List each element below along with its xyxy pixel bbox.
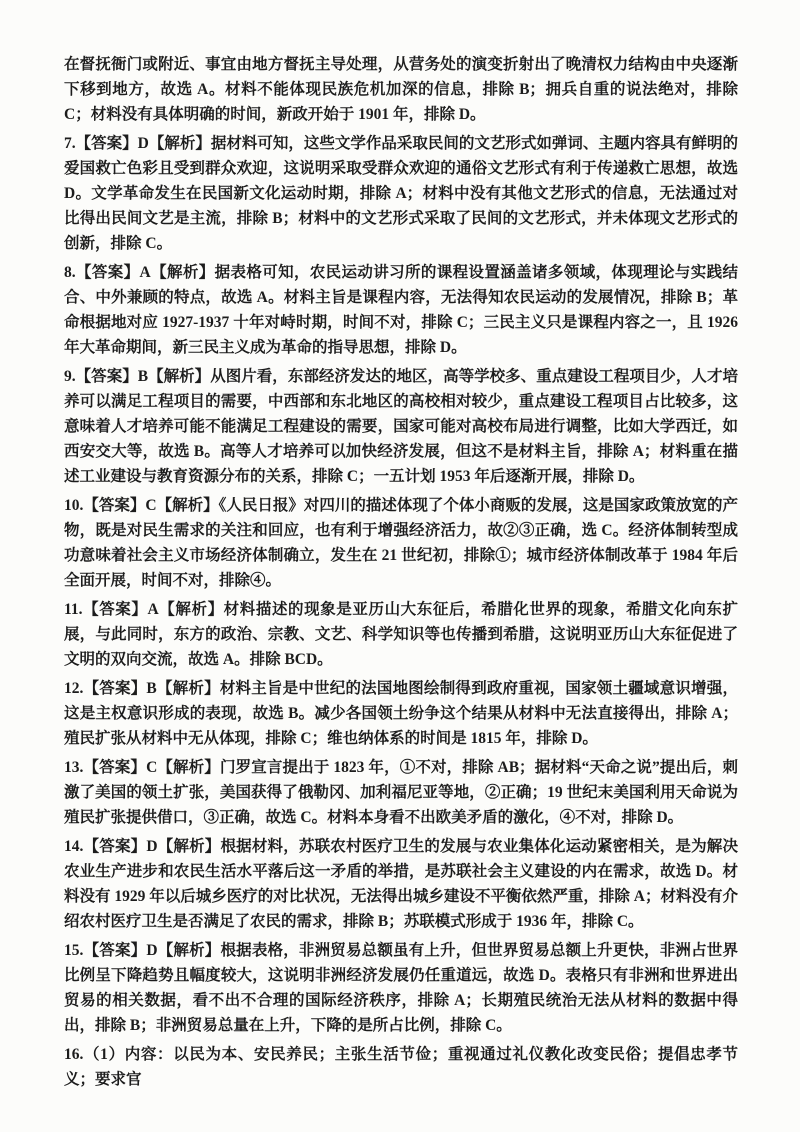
answer-label: 【答案】 [82,601,148,618]
answer-letter: A [147,601,159,618]
answer-item-15 [64,938,738,1038]
analysis-text: 据材料可知，这些文学作品采取民间的文艺形式如弹词、主题内容具有鲜明的爱国救亡色彩且受到群众欢迎，这说明采取受群众欢迎的通俗文艺形式有利于传递救亡思想，故选 D。文学革命发生在民国新文化运动时期，排除 A；材料中没有其他文艺形式的信息，无法通过对比得出民间文艺是主流，排除 B；材料中的文艺形式采取了民间的文艺形式，并未体现文艺形式的创新，排除 C。 [64,135,738,252]
analysis-text: 材料描述的现象是亚历山大东征后，希腊化世界的现象，希腊文化向东扩展，与此同时，东方的政治、宗教、文艺、科学知识等也传播到希腊，这说明亚历山大东征促进了文明的双向交流，故选 A。排除 BCD。 [64,601,738,668]
answer-item-11 [64,597,738,672]
answer-letter: C [146,759,158,776]
answer-item-16 [64,1042,738,1092]
analysis-text: 门罗宣言提出于 1823 年，①不对，排除 AB；据材料“天命之说”提出后，刺激了美国的领土扩张，美国获得了俄勒冈、加利福尼亚等地，②正确；19 世纪末美国利用天命说为殖民扩张提供借口，③正确，故选 C。材料本身看不出欧美矛盾的激化，④不对，排除 D。 [64,759,738,826]
answer-item-12 [64,676,738,751]
item-number: 8. [64,264,76,281]
answer-item-14 [64,834,738,934]
answer-letter: D [146,942,158,959]
answer-label: 【答案】 [83,942,147,959]
answer-letter: C [145,497,157,514]
item-number: 12. [64,680,84,697]
intro-paragraph: 在督抚衙门或附近、事宜由地方督抚主导处理，从营务处的演变折射出了晚清权力结构由中央逐渐下移到地方，故选 A。材料不能体现民族危机加深的信息，排除 B；拥兵自重的说法绝对，排除 C；材料没有具体明确的时间，新政开始于 1901 年，排除 D。 [64,56,738,123]
answer-item-10 [64,493,738,593]
analysis-label: 【解析】 [158,601,224,618]
analysis-text: 根据材料，苏联农村医疗卫生的发展与农业集体化运动紧密相关，是为解决农业生产进步和农民生活水平落后这一矛盾的举措，是苏联社会主义建设的内在需求，故选 D。材料没有 1929 年以后城乡医疗的对比状况，无法得出城乡建设不平衡依然严重，排除 A；材料没有介绍农村医疗卫生是否满足了农民的需求，排除 B；苏联模式形成于 1936 年，排除 C。 [64,838,738,930]
item-number: 7. [64,135,76,152]
answer-item-7 [64,131,738,256]
answer-item-9 [64,364,738,489]
analysis-label: 【解析】 [148,135,211,152]
answer-label: 【答案】 [83,497,146,514]
answer-text: （1）内容：以民为本、安民养民；主张生活节俭；重视通过礼仪教化改变民俗；提倡忠孝节义；要求官 [64,1046,738,1088]
answer-label: 【答案】 [83,838,147,855]
analysis-text: 据表格可知，农民运动讲习所的课程设置涵盖诸多领域，体现理论与实践结合、中外兼顾的特点，故选 A。材料主旨是课程内容，无法得知农民运动的发展情况，排除 B；革命根据地对应 1927-1937 十年对峙时期，时间不对，排除 C；三民主义只是课程内容之一，且 1926 年大革命期间，新三民主义成为革命的指导思想，排除 D。 [64,264,738,356]
item-number: 13. [64,759,84,776]
answer-letter: B [146,680,157,697]
item-number: 15. [64,942,84,959]
analysis-text: 《人民日报》对四川的描述体现了个体小商贩的发展，这是国家政策放宽的产物，既是对民生需求的关注和回应，也有利于增强经济活力，故②③正确，选 C。经济体制转型成功意味着社会主义市场经济体制确立，发生在 21 世纪初，排除①；城市经济体制改革于 1984 年后全面开展，时间不对，排除④。 [64,497,738,589]
analysis-label: 【解析】 [157,759,220,776]
item-number: 9. [64,368,76,385]
analysis-label: 【解析】 [157,838,221,855]
analysis-text: 材料主旨是中世纪的法国地图绘制得到政府重视，国家领土疆域意识增强，这是主权意识形成的表现，故选 B。减少各国领土纷争这个结果从材料中无法直接得出，排除 A；殖民扩张从材料中无从体现，排除 C；维也纳体系的时间是 1815 年，排除 D。 [64,680,738,747]
item-number: 11. [64,601,83,618]
answer-letter: A [139,264,151,281]
answer-letter: B [137,368,149,385]
answer-letter: D [146,838,158,855]
item-number: 10. [64,497,84,514]
answer-letter: D [137,135,149,152]
answer-label: 【答案】 [75,264,140,281]
answer-label: 【答案】 [75,368,138,385]
answer-label: 【答案】 [83,680,147,697]
answer-item-8 [64,260,738,360]
analysis-label: 【解析】 [150,264,215,281]
analysis-label: 【解析】 [157,942,221,959]
analysis-label: 【解析】 [156,680,220,697]
answer-item-13 [64,755,738,830]
analysis-text: 根据表格，非洲贸易总额虽有上升，但世界贸易总额上升更快，非洲占世界比例呈下降趋势且幅度较大，这说明非洲经济发展仍任重道远，故选 D。表格只有非洲和世界进出贸易的相关数据，看不出不合理的国际经济秩序，排除 A；长期殖民统治无法从材料的数据中得出，排除 B；非洲贸易总量在上升，下降的是所占比例，排除 C。 [64,942,738,1034]
analysis-text: 从图片看，东部经济发达的地区，高等学校多、重点建设工程项目少，人才培养可以满足工程项目的需要，中西部和东北地区的高校相对较少，重点建设工程项目占比较多，这意味着人才培养可能不能满足工程建设的需要，国家可能对高校布局进行调整，比如大学西迁，如西安交大等，故选 B。高等人才培养可以加快经济发展，但这不是材料主旨，排除 A；材料重在描述工业建设与教育资源分布的关系，排除 C；一五计划 1953 年后逐渐开展，排除 D。 [64,368,738,485]
answer-label: 【答案】 [83,759,147,776]
analysis-label: 【解析】 [148,368,211,385]
analysis-label: 【解析】 [156,497,219,514]
item-number: 16. [64,1046,84,1063]
item-number: 14. [64,838,84,855]
answer-label: 【答案】 [75,135,138,152]
